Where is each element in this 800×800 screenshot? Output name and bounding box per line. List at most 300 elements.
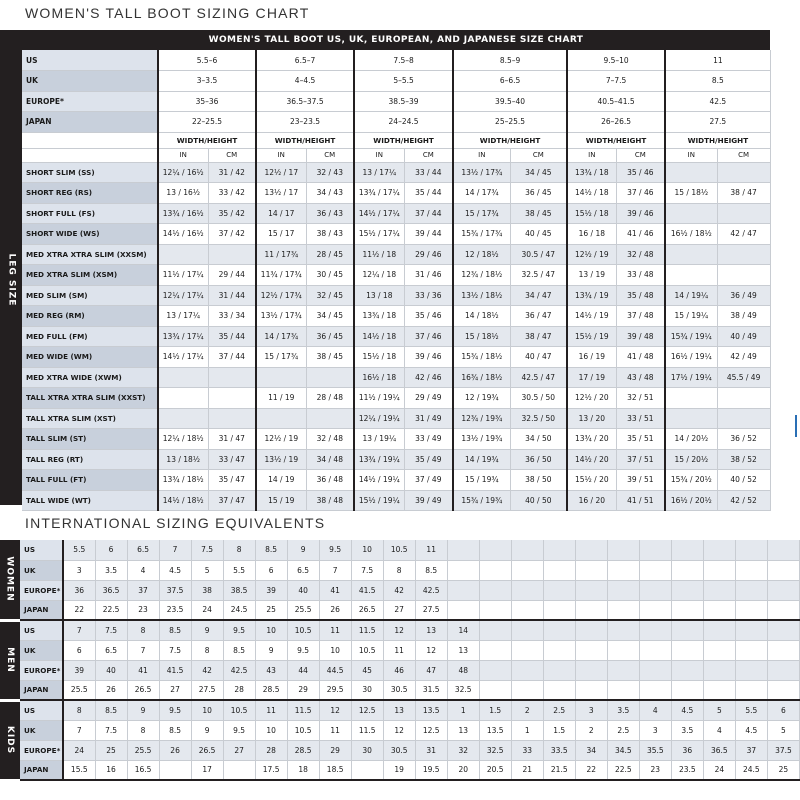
leg-size-row bbox=[22, 388, 770, 409]
intl-size-cell bbox=[479, 620, 511, 640]
intl-size-cell: 10 bbox=[255, 620, 287, 640]
group-label: KIDS bbox=[5, 725, 15, 755]
leg-size-row bbox=[22, 285, 770, 306]
leg-size-cell: 42 / 46 bbox=[404, 367, 453, 388]
intl-size-cell bbox=[575, 640, 607, 660]
size-cell: 40.5–41.5 bbox=[567, 91, 665, 112]
leg-size-cell: 33 / 47 bbox=[208, 449, 256, 470]
leg-size-cell bbox=[208, 244, 256, 265]
intl-size-cell: 30.5 bbox=[383, 740, 415, 760]
inches-header: IN bbox=[256, 148, 306, 162]
intl-size-cell bbox=[735, 660, 767, 680]
intl-size-cell: 10 bbox=[351, 540, 383, 560]
intl-size-cell bbox=[447, 580, 479, 600]
intl-size-cell: 28 bbox=[255, 740, 287, 760]
cm-header: CM bbox=[717, 148, 770, 162]
leg-size-cell: 32 / 45 bbox=[306, 285, 354, 306]
intl-size-cell: 8 bbox=[127, 620, 159, 640]
intl-size-cell: 5.5 bbox=[63, 540, 95, 560]
intl-size-cell bbox=[767, 620, 799, 640]
intl-size-cell: 42.5 bbox=[415, 580, 447, 600]
leg-size-row bbox=[22, 203, 770, 224]
intl-size-cell bbox=[703, 640, 735, 660]
leg-size-cell: 12 / 18½ bbox=[453, 244, 510, 265]
leg-size-cell bbox=[158, 388, 208, 409]
leg-size-cell: 40 / 52 bbox=[717, 470, 770, 491]
intl-size-cell: 22.5 bbox=[607, 760, 639, 780]
tall-boot-size-chart bbox=[0, 30, 770, 505]
size-cell: 36.5–37.5 bbox=[256, 91, 354, 112]
group-label: MEN bbox=[5, 647, 16, 673]
leg-size-cell: 38 / 48 bbox=[306, 490, 354, 511]
leg-size-cell: 37 / 44 bbox=[208, 347, 256, 368]
header-spacer bbox=[22, 132, 158, 148]
leg-size-cell: 16½ / 19¼ bbox=[665, 347, 717, 368]
intl-size-cell: 10.5 bbox=[383, 540, 415, 560]
header-spacer bbox=[22, 148, 158, 162]
leg-size-cell: 16 / 20 bbox=[567, 490, 616, 511]
size-cell: 27.5 bbox=[665, 112, 770, 133]
leg-size-cell: 35 / 44 bbox=[404, 183, 453, 204]
leg-size-cell: 13½ / 17¾ bbox=[453, 162, 510, 183]
leg-size-cell bbox=[717, 408, 770, 429]
leg-size-cell: 15½ / 19¼ bbox=[354, 490, 404, 511]
leg-size-cell: 15¾ / 19¾ bbox=[453, 490, 510, 511]
leg-size-cell: 37 / 49 bbox=[404, 470, 453, 491]
intl-size-cell: 9 bbox=[287, 540, 319, 560]
leg-size-cell: 35 / 49 bbox=[404, 449, 453, 470]
intl-size-cell bbox=[511, 620, 543, 640]
intl-size-cell bbox=[575, 580, 607, 600]
leg-size-cell: 38 / 49 bbox=[717, 306, 770, 327]
leg-size-cell: 43 / 48 bbox=[616, 367, 665, 388]
leg-size-cell: 16½ / 18 bbox=[354, 367, 404, 388]
leg-size-cell: 12½ / 19 bbox=[256, 429, 306, 450]
intl-size-cell bbox=[607, 680, 639, 700]
intl-size-cell: 2 bbox=[511, 700, 543, 720]
intl-size-cell: 3 bbox=[575, 700, 607, 720]
leg-size-cell: 12½ / 20 bbox=[567, 388, 616, 409]
leg-size-cell: 13¾ / 18½ bbox=[158, 470, 208, 491]
leg-size-cell: 36 / 47 bbox=[510, 306, 567, 327]
intl-size-cell: 9.5 bbox=[319, 540, 351, 560]
leg-size-cell: 37 / 46 bbox=[404, 326, 453, 347]
leg-size-cell: 45.5 / 49 bbox=[717, 367, 770, 388]
intl-size-cell bbox=[767, 660, 799, 680]
intl-size-cell: 32.5 bbox=[447, 680, 479, 700]
intl-size-cell: 10.5 bbox=[223, 700, 255, 720]
size-cell: 22–25.5 bbox=[158, 112, 256, 133]
intl-size-cell: 41 bbox=[127, 660, 159, 680]
size-cell: 4–4.5 bbox=[256, 71, 354, 92]
intl-size-cell: 11 bbox=[319, 720, 351, 740]
intl-size-cell bbox=[735, 560, 767, 580]
leg-size-cell bbox=[717, 203, 770, 224]
intl-size-cell: 17.5 bbox=[255, 760, 287, 780]
size-cell: 42.5 bbox=[665, 91, 770, 112]
intl-size-cell: 26.5 bbox=[127, 680, 159, 700]
intl-size-cell bbox=[575, 660, 607, 680]
leg-size-cell: 13 / 18½ bbox=[158, 449, 208, 470]
leg-size-cell: 32 / 51 bbox=[616, 388, 665, 409]
group-label: WOMEN bbox=[5, 556, 15, 602]
intl-size-cell: 28.5 bbox=[287, 740, 319, 760]
leg-size-cell: 37 / 42 bbox=[208, 224, 256, 245]
intl-system-label: UK bbox=[20, 720, 63, 740]
intl-size-cell: 41.5 bbox=[351, 580, 383, 600]
leg-size-cell: 15½ / 18 bbox=[567, 203, 616, 224]
intl-size-cell bbox=[735, 580, 767, 600]
intl-size-cell: 9 bbox=[191, 620, 223, 640]
leg-size-cell: 14 / 20½ bbox=[665, 429, 717, 450]
leg-size-cell: 12¼ / 16½ bbox=[158, 162, 208, 183]
leg-size-cell: 37 / 48 bbox=[616, 306, 665, 327]
intl-size-cell: 28 bbox=[223, 680, 255, 700]
intl-size-cell: 25 bbox=[767, 760, 799, 780]
leg-size-cell: 13 / 16½ bbox=[158, 183, 208, 204]
intl-size-cell: 26.5 bbox=[191, 740, 223, 760]
leg-size-cell: 37 / 44 bbox=[404, 203, 453, 224]
intl-size-cell bbox=[767, 600, 799, 620]
leg-size-cell: 28 / 45 bbox=[306, 244, 354, 265]
leg-size-cell: 32.5 / 50 bbox=[510, 408, 567, 429]
intl-size-cell: 35.5 bbox=[639, 740, 671, 760]
size-system-label: UK bbox=[22, 71, 158, 92]
leg-size-cell bbox=[717, 388, 770, 409]
inches-header: IN bbox=[453, 148, 510, 162]
intl-size-cell bbox=[479, 580, 511, 600]
leg-size-cell: 38 / 45 bbox=[510, 203, 567, 224]
leg-size-cell: 11½ / 19¼ bbox=[354, 388, 404, 409]
leg-size-cell: 39 / 44 bbox=[404, 224, 453, 245]
width-height-header-row bbox=[22, 132, 770, 148]
intl-size-cell: 43 bbox=[255, 660, 287, 680]
leg-size-cell: 37 / 46 bbox=[616, 183, 665, 204]
intl-row bbox=[0, 740, 800, 760]
leg-size-cell: 13 / 19¼ bbox=[354, 429, 404, 450]
intl-size-cell: 13 bbox=[415, 620, 447, 640]
leg-size-cell: 36 / 49 bbox=[717, 285, 770, 306]
leg-size-cell: 15 / 19¾ bbox=[453, 470, 510, 491]
intl-size-cell: 39 bbox=[63, 660, 95, 680]
leg-size-row bbox=[22, 244, 770, 265]
leg-size-cell: 16½ / 20½ bbox=[665, 490, 717, 511]
intl-size-cell: 38.5 bbox=[223, 580, 255, 600]
intl-row bbox=[0, 540, 800, 560]
intl-size-cell bbox=[735, 540, 767, 560]
intl-size-cell: 33.5 bbox=[543, 740, 575, 760]
intl-size-cell: 8.5 bbox=[415, 560, 447, 580]
size-cell: 5.5–6 bbox=[158, 50, 256, 71]
leg-size-row bbox=[22, 306, 770, 327]
international-size-chart bbox=[0, 540, 800, 782]
leg-size-cell: 42 / 49 bbox=[717, 347, 770, 368]
intl-size-cell: 11.5 bbox=[351, 620, 383, 640]
intl-size-cell: 18.5 bbox=[319, 760, 351, 780]
leg-size-cell: 15 / 17 bbox=[256, 224, 306, 245]
intl-size-cell: 13.5 bbox=[415, 700, 447, 720]
intl-size-cell: 39 bbox=[255, 580, 287, 600]
intl-size-cell: 13 bbox=[447, 720, 479, 740]
intl-size-cell: 30.5 bbox=[383, 680, 415, 700]
intl-size-cell: 1.5 bbox=[479, 700, 511, 720]
intl-row bbox=[0, 620, 800, 640]
intl-size-cell: 5.5 bbox=[223, 560, 255, 580]
leg-size-cell: 13¾ / 20 bbox=[567, 429, 616, 450]
intl-size-cell bbox=[703, 620, 735, 640]
intl-size-cell: 26 bbox=[159, 740, 191, 760]
leg-size-cell bbox=[306, 367, 354, 388]
intl-size-table bbox=[0, 540, 800, 782]
leg-size-cell: 14½ / 19¼ bbox=[354, 470, 404, 491]
leg-size-row bbox=[22, 162, 770, 183]
intl-row bbox=[0, 580, 800, 600]
intl-size-cell bbox=[479, 540, 511, 560]
intl-size-cell: 7.5 bbox=[191, 540, 223, 560]
intl-size-cell bbox=[575, 560, 607, 580]
intl-system-label: JAPAN bbox=[20, 600, 63, 620]
leg-size-cell: 42 / 52 bbox=[717, 490, 770, 511]
leg-size-cell: 14 / 19¾ bbox=[453, 449, 510, 470]
intl-size-cell: 5.5 bbox=[735, 700, 767, 720]
intl-row bbox=[0, 720, 800, 740]
size-cell: 3–3.5 bbox=[158, 71, 256, 92]
leg-size-cell: 33 / 49 bbox=[404, 429, 453, 450]
leg-size-cell: 14½ / 17¼ bbox=[158, 347, 208, 368]
leg-size-cell: 35 / 48 bbox=[616, 285, 665, 306]
intl-size-cell bbox=[511, 540, 543, 560]
intl-size-cell: 6.5 bbox=[95, 640, 127, 660]
leg-size-cell: 36 / 45 bbox=[306, 326, 354, 347]
intl-system-label: US bbox=[20, 540, 63, 560]
leg-size-row bbox=[22, 347, 770, 368]
leg-size-cell: 16½ / 18½ bbox=[665, 224, 717, 245]
leg-size-cell: 13½ / 18½ bbox=[453, 285, 510, 306]
leg-size-cell: 30.5 / 47 bbox=[510, 244, 567, 265]
leg-size-cell: 40 / 47 bbox=[510, 347, 567, 368]
size-cell: 38.5–39 bbox=[354, 91, 453, 112]
intl-system-label: UK bbox=[20, 560, 63, 580]
leg-size-cell: 40 / 49 bbox=[717, 326, 770, 347]
leg-size-cell bbox=[208, 408, 256, 429]
leg-size-cell: 13 / 20 bbox=[567, 408, 616, 429]
intl-size-cell bbox=[159, 760, 191, 780]
intl-row bbox=[0, 600, 800, 620]
intl-size-cell: 21 bbox=[511, 760, 543, 780]
size-cell: 8.5–9 bbox=[453, 50, 567, 71]
intl-size-cell: 37.5 bbox=[767, 740, 799, 760]
width-height-header: WIDTH/HEIGHT bbox=[354, 132, 453, 148]
intl-size-cell: 13.5 bbox=[479, 720, 511, 740]
leg-size-cell: 15¾ / 17¾ bbox=[453, 224, 510, 245]
leg-size-label: MED XTRA XTRA SLIM (XXSM) bbox=[22, 244, 158, 265]
leg-size-cell bbox=[665, 162, 717, 183]
intl-size-cell: 13 bbox=[447, 640, 479, 660]
leg-size-cell: 39 / 46 bbox=[404, 347, 453, 368]
unit-header-row bbox=[22, 148, 770, 162]
intl-size-cell bbox=[639, 660, 671, 680]
intl-size-cell bbox=[639, 560, 671, 580]
leg-size-cell: 38 / 43 bbox=[306, 224, 354, 245]
intl-size-cell: 44 bbox=[287, 660, 319, 680]
intl-system-label: US bbox=[20, 620, 63, 640]
intl-size-cell bbox=[703, 600, 735, 620]
leg-size-cell: 15¾ / 18½ bbox=[453, 347, 510, 368]
intl-size-cell: 24.5 bbox=[735, 760, 767, 780]
intl-size-cell: 11 bbox=[415, 540, 447, 560]
intl-size-cell: 4.5 bbox=[735, 720, 767, 740]
leg-size-cell: 34 / 43 bbox=[306, 183, 354, 204]
intl-size-cell: 25.5 bbox=[63, 680, 95, 700]
intl-size-cell: 26 bbox=[95, 680, 127, 700]
leg-size-cell: 34 / 47 bbox=[510, 285, 567, 306]
size-system-label: US bbox=[22, 50, 158, 71]
cm-header: CM bbox=[510, 148, 567, 162]
intl-size-cell: 18 bbox=[287, 760, 319, 780]
size-cell: 5–5.5 bbox=[354, 71, 453, 92]
leg-size-cell: 13½ / 17 bbox=[256, 183, 306, 204]
intl-size-cell: 8.5 bbox=[255, 540, 287, 560]
intl-size-cell: 7.5 bbox=[95, 720, 127, 740]
intl-size-cell: 25.5 bbox=[287, 600, 319, 620]
intl-size-cell: 14 bbox=[447, 620, 479, 640]
intl-size-cell: 12 bbox=[383, 620, 415, 640]
scroll-indicator bbox=[795, 415, 797, 437]
intl-size-cell bbox=[703, 540, 735, 560]
leg-size-cell: 12¼ / 18½ bbox=[158, 429, 208, 450]
intl-size-cell: 27 bbox=[383, 600, 415, 620]
intl-size-cell: 29.5 bbox=[319, 680, 351, 700]
leg-size-cell: 13½ / 17¾ bbox=[256, 306, 306, 327]
width-height-header: WIDTH/HEIGHT bbox=[665, 132, 770, 148]
intl-size-cell bbox=[543, 560, 575, 580]
intl-size-cell: 6 bbox=[63, 640, 95, 660]
intl-size-cell: 12 bbox=[383, 720, 415, 740]
leg-size-cell: 31 / 47 bbox=[208, 429, 256, 450]
intl-size-cell bbox=[575, 680, 607, 700]
intl-size-cell: 4 bbox=[127, 560, 159, 580]
intl-size-cell bbox=[703, 560, 735, 580]
leg-size-cell: 38 / 47 bbox=[510, 326, 567, 347]
intl-size-cell: 8.5 bbox=[95, 700, 127, 720]
intl-system-label: UK bbox=[20, 640, 63, 660]
intl-size-cell: 24.5 bbox=[223, 600, 255, 620]
intl-size-cell: 25 bbox=[95, 740, 127, 760]
group-label-cell bbox=[0, 540, 20, 620]
leg-size-label: TALL REG (RT) bbox=[22, 449, 158, 470]
leg-size-label: MED WIDE (WM) bbox=[22, 347, 158, 368]
group-label-cell bbox=[0, 700, 20, 780]
intl-size-cell bbox=[671, 640, 703, 660]
leg-size-cell bbox=[717, 162, 770, 183]
intl-size-cell bbox=[735, 680, 767, 700]
leg-size-cell: 15½ / 20 bbox=[567, 470, 616, 491]
size-cell: 7.5–8 bbox=[354, 50, 453, 71]
intl-size-cell: 19.5 bbox=[415, 760, 447, 780]
intl-size-cell: 32.5 bbox=[479, 740, 511, 760]
intl-size-cell: 29 bbox=[319, 740, 351, 760]
leg-size-cell: 32 / 48 bbox=[306, 429, 354, 450]
intl-size-cell: 6 bbox=[767, 700, 799, 720]
leg-size-cell: 30.5 / 50 bbox=[510, 388, 567, 409]
intl-size-cell: 23.5 bbox=[671, 760, 703, 780]
leg-size-cell: 38 / 47 bbox=[717, 183, 770, 204]
intl-size-cell: 2 bbox=[575, 720, 607, 740]
intl-size-cell: 12.5 bbox=[351, 700, 383, 720]
intl-size-cell: 8 bbox=[383, 560, 415, 580]
intl-size-cell: 41.5 bbox=[159, 660, 191, 680]
intl-size-cell: 4.5 bbox=[159, 560, 191, 580]
intl-size-cell: 42 bbox=[383, 580, 415, 600]
leg-size-label: SHORT REG (RS) bbox=[22, 183, 158, 204]
leg-size-cell: 13½ / 19 bbox=[256, 449, 306, 470]
intl-size-cell: 6 bbox=[95, 540, 127, 560]
leg-size-row bbox=[22, 429, 770, 450]
leg-size-cell: 39 / 51 bbox=[616, 470, 665, 491]
size-row bbox=[22, 112, 770, 133]
boot-size-table bbox=[22, 50, 771, 511]
intl-size-cell: 8 bbox=[191, 640, 223, 660]
intl-size-cell: 13 bbox=[383, 700, 415, 720]
intl-size-cell: 22 bbox=[63, 600, 95, 620]
intl-size-cell: 9 bbox=[255, 640, 287, 660]
leg-size-cell: 32 / 43 bbox=[306, 162, 354, 183]
inches-header: IN bbox=[665, 148, 717, 162]
leg-size-cell: 41 / 46 bbox=[616, 224, 665, 245]
leg-size-cell bbox=[158, 408, 208, 429]
intl-size-cell: 9 bbox=[191, 720, 223, 740]
intl-size-cell bbox=[575, 620, 607, 640]
intl-size-cell bbox=[735, 640, 767, 660]
intl-size-cell: 3.5 bbox=[671, 720, 703, 740]
leg-size-label: TALL FULL (FT) bbox=[22, 470, 158, 491]
intl-size-cell: 10 bbox=[255, 720, 287, 740]
intl-size-cell: 10.5 bbox=[351, 640, 383, 660]
size-cell: 26–26.5 bbox=[567, 112, 665, 133]
intl-size-cell bbox=[511, 600, 543, 620]
leg-size-cell bbox=[665, 265, 717, 286]
leg-size-cell bbox=[208, 367, 256, 388]
leg-size-cell: 35 / 42 bbox=[208, 203, 256, 224]
intl-size-cell: 4 bbox=[703, 720, 735, 740]
leg-size-sidebar bbox=[0, 30, 22, 505]
leg-size-cell: 38 / 45 bbox=[306, 347, 354, 368]
leg-size-cell: 12¼ / 18 bbox=[354, 265, 404, 286]
intl-size-cell bbox=[671, 680, 703, 700]
leg-size-cell: 13 / 17¼ bbox=[158, 306, 208, 327]
leg-size-cell: 16¾ / 18½ bbox=[453, 367, 510, 388]
intl-size-cell: 29 bbox=[287, 680, 319, 700]
intl-size-cell bbox=[223, 760, 255, 780]
size-system-label: JAPAN bbox=[22, 112, 158, 133]
intl-size-cell: 21.5 bbox=[543, 760, 575, 780]
intl-system-label: EUROPE* bbox=[20, 740, 63, 760]
page-title: WOMEN'S TALL BOOT SIZING CHART bbox=[25, 5, 310, 21]
intl-size-cell: 12 bbox=[415, 640, 447, 660]
leg-size-cell: 36 / 50 bbox=[510, 449, 567, 470]
size-cell: 8.5 bbox=[665, 71, 770, 92]
leg-size-cell: 35 / 47 bbox=[208, 470, 256, 491]
leg-size-cell bbox=[717, 244, 770, 265]
size-cell: 23–23.5 bbox=[256, 112, 354, 133]
leg-size-cell: 13 / 17¼ bbox=[354, 162, 404, 183]
leg-size-cell: 35 / 46 bbox=[404, 306, 453, 327]
leg-size-row bbox=[22, 367, 770, 388]
leg-size-cell: 36 / 48 bbox=[306, 470, 354, 491]
size-system-label: EUROPE* bbox=[22, 91, 158, 112]
leg-size-label: SHORT WIDE (WS) bbox=[22, 224, 158, 245]
intl-size-cell: 16 bbox=[95, 760, 127, 780]
